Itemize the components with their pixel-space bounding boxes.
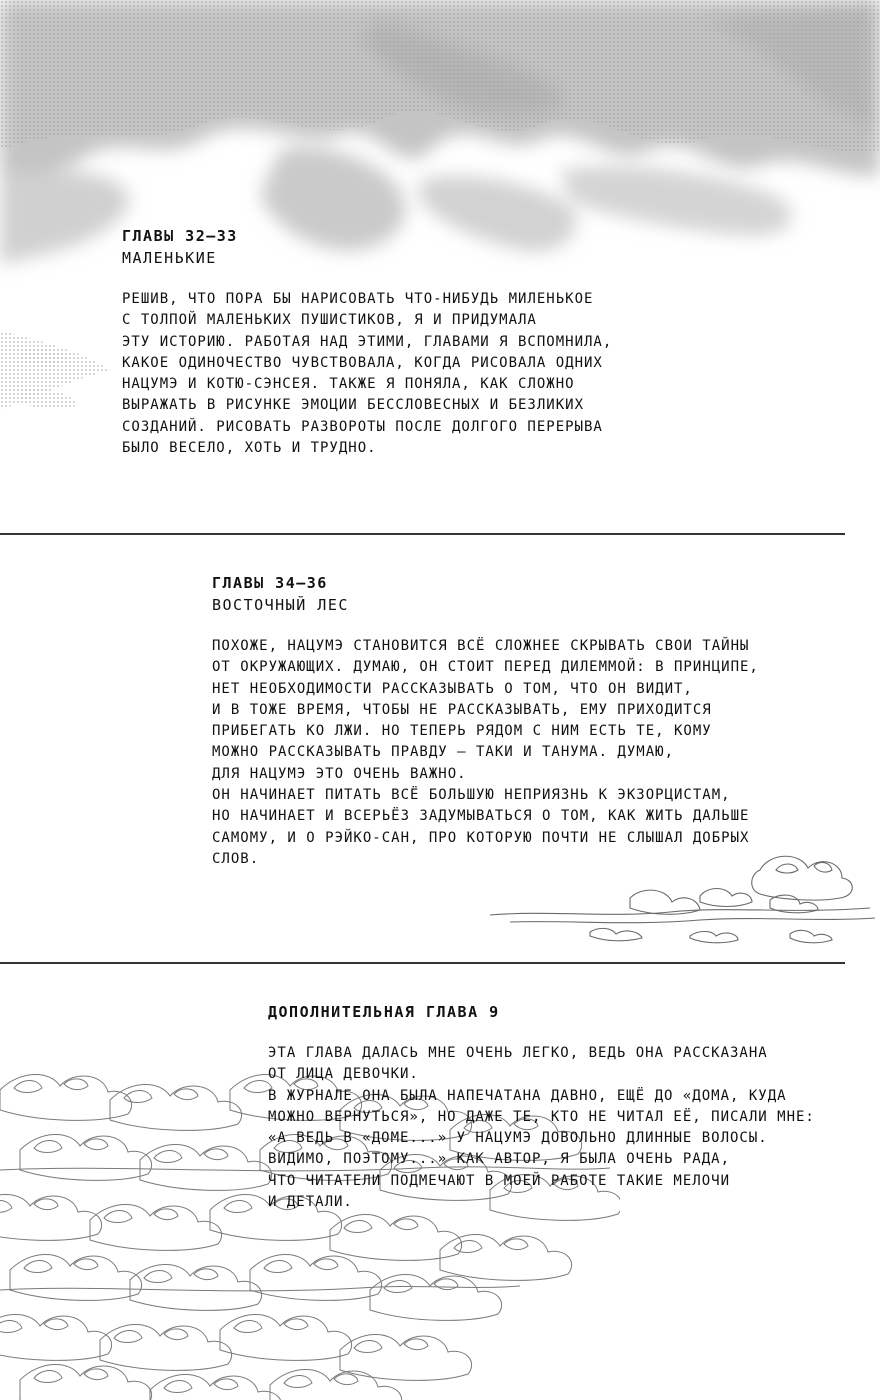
- body-line: СЛОВ.: [212, 850, 260, 867]
- body-line: СОЗДАНИЙ. РИСОВАТЬ РАЗВОРОТЫ ПОСЛЕ ДОЛГОГО ПЕРЕРЫВА: [122, 418, 603, 435]
- section-bonus-chapter-9: [268, 1001, 815, 1213]
- body-line: НО НАЧИНАЕТ И ВСЕРЬЁЗ ЗАДУМЫВАТЬСЯ О ТОМ, КАК ЖИТЬ ДАЛЬШЕ: [212, 808, 750, 825]
- section-subheading: МАЛЕНЬКИЕ: [122, 249, 217, 267]
- section-divider: [0, 533, 845, 535]
- body-line: ЭТА ГЛАВА ДАЛАСЬ МНЕ ОЧЕНЬ ЛЕГКО, ВЕДЬ ОНА РАССКАЗАНА: [268, 1045, 768, 1061]
- section-heading: ГЛАВЫ 32–33: [122, 227, 238, 245]
- body-line: ЧТО ЧИТАТЕЛИ ПОДМЕЧАЮТ В МОЕЙ РАБОТЕ ТАКИЕ МЕЛОЧИ: [268, 1172, 731, 1189]
- body-line: НАЦУМЭ И КОТЮ-СЭНСЕЯ. ТАКЖЕ Я ПОНЯЛА, КАК СЛОЖНО: [122, 376, 575, 393]
- swirl-cloud-illustration: [470, 840, 880, 950]
- body-line: И ДЕТАЛИ.: [268, 1194, 353, 1211]
- body-line: «А ВЕДЬ В «ДОМЕ...» У НАЦУМЭ ДОВОЛЬНО ДЛИННЫЕ ВОЛОСЫ.: [268, 1130, 768, 1147]
- body-line: ПОХОЖЕ, НАЦУМЭ СТАНОВИТСЯ ВСЁ СЛОЖНЕЕ СКРЫВАТЬ СВОИ ТАЙНЫ: [212, 638, 750, 654]
- body-line: ЭТУ ИСТОРИЮ. РАБОТАЯ НАД ЭТИМИ, ГЛАВАМИ Я ВСПОМНИЛА,: [122, 333, 613, 350]
- section-heading: ДОПОЛНИТЕЛЬНАЯ ГЛАВА 9: [268, 1003, 500, 1021]
- body-line: ПРИБЕГАТЬ КО ЛЖИ. НО ТЕПЕРЬ РЯДОМ С НИМ ЕСТЬ ТЕ, КОМУ: [212, 723, 712, 740]
- body-line: ОТ ОКРУЖАЮЩИХ. ДУМАЮ, ОН СТОИТ ПЕРЕД ДИЛЕММОЙ: В ПРИНЦИПЕ,: [212, 659, 759, 676]
- body-line: ДЛЯ НАЦУМЭ ЭТО ОЧЕНЬ ВАЖНО.: [212, 765, 467, 782]
- body-line: ВИДИМО, ПОЭТОМУ...» КАК АВТОР, Я БЫЛА ОЧЕНЬ РАДА,: [268, 1151, 731, 1168]
- body-line: С ТОЛПОЙ МАЛЕНЬКИХ ПУШИСТИКОВ, Я И ПРИДУМАЛА: [122, 312, 537, 329]
- section-chapters-32-33: [122, 225, 612, 459]
- body-line: ВЫРАЖАТЬ В РИСУНКЕ ЭМОЦИИ БЕССЛОВЕСНЫХ И БЕЗЛИКИХ: [122, 397, 585, 414]
- body-line: БЫЛО ВЕСЕЛО, ХОТЬ И ТРУДНО.: [122, 440, 377, 457]
- section-subheading: ВОСТОЧНЫЙ ЛЕС: [212, 596, 349, 614]
- body-line: ОН НАЧИНАЕТ ПИТАТЬ ВСЁ БОЛЬШУЮ НЕПРИЯЗНЬ К ЭКЗОРЦИСТАМ,: [212, 787, 731, 804]
- section-divider: [0, 962, 845, 964]
- body-line: МОЖНО РАССКАЗЫВАТЬ ПРАВДУ — ТАКИ И ТАНУМА. ДУМАЮ,: [212, 744, 675, 761]
- body-line: МОЖНО ВЕРНУТЬСЯ», НО ДАЖЕ ТЕ, КТО НЕ ЧИТАЛ ЕЁ, ПИСАЛИ МНЕ:: [268, 1108, 815, 1125]
- body-line: НЕТ НЕОБХОДИМОСТИ РАССКАЗЫВАТЬ О ТОМ, ЧТО ОН ВИДИТ,: [212, 680, 693, 697]
- section-heading: ГЛАВЫ 34–36: [212, 574, 328, 592]
- body-line: САМОМУ, И О РЭЙКО-САН, ПРО КОТОРУЮ ПОЧТИ НЕ СЛЫШАЛ ДОБРЫХ: [212, 829, 750, 846]
- section-chapters-34-36: [212, 572, 759, 870]
- body-line: РЕШИВ, ЧТО ПОРА БЫ НАРИСОВАТЬ ЧТО-НИБУДЬ МИЛЕНЬКОЕ: [122, 291, 594, 307]
- body-line: В ЖУРНАЛЕ ОНА БЫЛА НАПЕЧАТАНА ДАВНО, ЕЩЁ ДО «ДОМА, КУДА: [268, 1087, 787, 1104]
- body-line: И В ТОЖЕ ВРЕМЯ, ЧТОБЫ НЕ РАССКАЗЫВАТЬ, ЕМУ ПРИХОДИТСЯ: [212, 701, 712, 718]
- body-line: ОТ ЛИЦА ДЕВОЧКИ.: [268, 1066, 419, 1083]
- body-line: КАКОЕ ОДИНОЧЕСТВО ЧУВСТВОВАЛА, КОГДА РИСОВАЛА ОДНИХ: [122, 354, 603, 371]
